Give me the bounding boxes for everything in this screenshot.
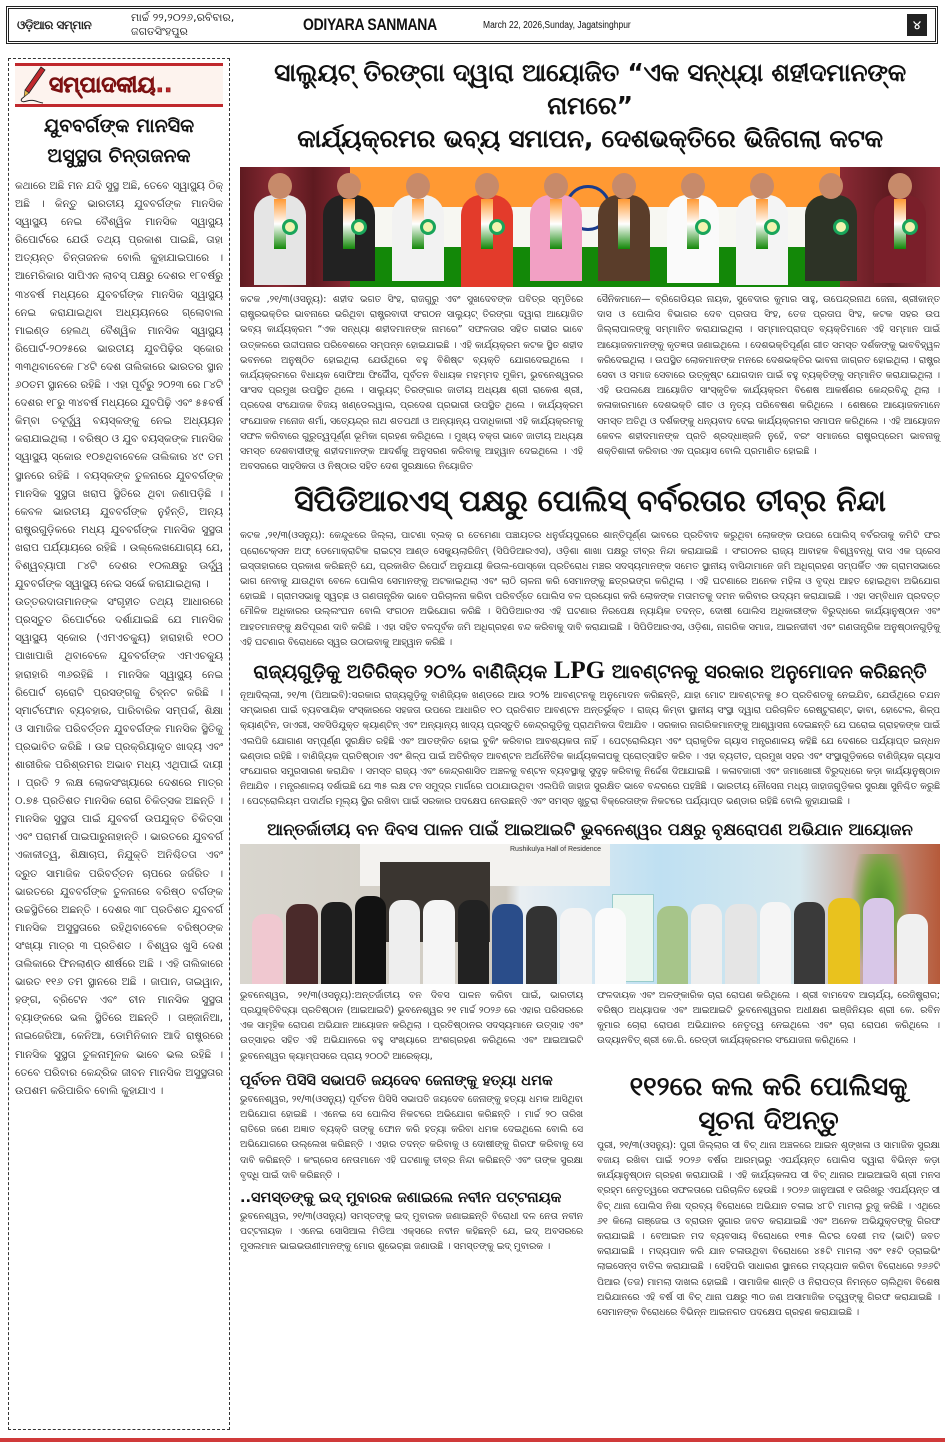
odia-date: ମାର୍ଚ୍ଚ ୨୨,୨୦୨୬,ରବିବାର, ଜଗତସିଂହପୁର [131, 11, 235, 38]
article-call-112 [597, 1070, 940, 1320]
cpdrs-headline: ସିପିଡିଆରଏସ୍ ପକ୍ଷରୁ ପୋଲିସ୍ ବର୍ବରତାର ତୀବ୍ର ନିନ୍ଦା [294, 484, 886, 520]
salute-tiranga-photo [240, 167, 940, 287]
lpg-body: ନୂଆଦିଲ୍ଲୀ, ୨୧/୩ (ପିଆଇବି):ସରକାର ରାଜ୍ୟଗୁଡ଼ିକୁ ବାଣିଜ୍ୟିକ ଖଣ୍ଡରେ ଆଉ ୨୦% ଆବଣ୍ଟନକୁ ଅନୁମୋଦନ କରିଛନ୍ତି, ଯାହା ମୋଟ ଆବଣ୍ଟନକୁ ୫୦ ପ୍ରତିଶତକୁ ନେଇଯିବ, ଯେଉଁଥିରେ ଚଯନ ସମ୍ଭାରଣ ପାଇଁ ବ୍ୟବସାୟିକ ସଂସ୍କାରରେ ସହଜତା ଉପରେ ଆଧାରିତ ୧୦ ପ୍ରତିଶତ ଆବଣ୍ଟନ ଅନ୍ତର୍ଭୁକ୍ତ । ରାଜ୍ୟ କିମ୍ବା ସ୍ଥାନୀୟ ସଂସ୍ଥା ଦ୍ୱାରା ପରିଚାଳିତ ରେଷ୍ଟୁରାଣ୍ଟ, ଢାବା, ହୋଟେଲ, ଶିଳ୍ପ କ୍ୟାଣ୍ଟିନ, ଡାଏରୀ, ସବସିଡିଯୁକ୍ତ କ୍ୟାଣ୍ଟିନ୍ ଏବଂ ଅନ୍ୟାନ୍ୟ ଖାଦ୍ୟ ପ୍ରସ୍ତୁତି କେନ୍ଦ୍ରଗୁଡ଼ିକୁ ପ୍ରାଥମିକତା ଦିଆଯିବ । ସରକାର ନାଗରିକମାନଙ୍କୁ ଆଶ୍ୱାସନା ଦେଇଛନ୍ତି ଯେ ଘରୋଇ ଗ୍ରାହକଙ୍କ ପାଇଁ ଏଲପିଜି ଯୋଗାଣ ସମ୍ପୂର୍ଣ୍ଣ ସୁରକ୍ଷିତ ରହିଛି ଏବଂ ଆତଙ୍କିତ ହୋଇ ବୁକିଂ କରିବାର ଆବଶ୍ୟକତା ନାହିଁ । ପେଟ୍ରୋଲିୟମ ଏବଂ ପ୍ରାକୃତିକ ଗ୍ୟାସ ମନ୍ତ୍ରଣାଳୟ କହିଛି ଯେ ଦେଶରେ ପର୍ଯ୍ୟାପ୍ତ ଇନ୍ଧନ ଭଣ୍ଡାର ରହିଛି । ବାଣିଜ୍ୟିକ ପ୍ରତିଷ୍ଠାନ ଏବଂ ଶିଳ୍ପ ପାଇଁ ଅତିରିକ୍ତ ଆବଣ୍ଟନ ଅର୍ଥନୈତିକ କାର୍ଯ୍ୟକଳାପକୁ ପ୍ରୋତ୍ସାହିତ କରିବ । ଏହା ବ୍ୟତୀତ, ପ୍ରମୁଖ ସହର ଏବଂ ସଂସ୍ଥାଗୁଡ଼ିକରେ ବାଣିଜ୍ୟିକ ଗ୍ୟାସ ସଂଯୋଗର ସମ୍ପ୍ରସାରଣ କରାଯିବ । ସମସ୍ତ ରାଜ୍ୟ ଏବଂ କେନ୍ଦ୍ରଶାସିତ ଅଞ୍ଚଳକୁ ବଣ୍ଟନ ବ୍ୟବସ୍ଥାକୁ ସୁଦୃଢ଼ କରିବାକୁ ନିର୍ଦ୍ଦେଶ ଦିଆଯାଇଛି । କଳାବଜାରୀ ଏବଂ ଜମାଖୋରୀ ବିରୁଦ୍ଧରେ କଡ଼ା କାର୍ଯ୍ୟାନୁଷ୍ଠାନ ନିଆଯିବ । ମନ୍ତ୍ରଣାଳୟ ଦର୍ଶାଇଛି ଯେ ୩୫ ଲକ୍ଷ ଟନ ସମୁଦ୍ର ମାର୍ଗରେ ପଠାଯାଉଥିବା ଏଲପିଜି ଜାହାଜ ସୁରକ୍ଷିତ ଭାବେ ବନ୍ଦରରେ ପହଞ୍ଚିଛି । ଭାରତୀୟ ନୌସେନା ମଧ୍ୟ ଜାହାଜଗୁଡ଼ିକର ସୁରକ୍ଷା ସୁନିଶ୍ଚିତ କରୁଛି । ପେଟ୍ରୋଲିୟମ ପଦାର୍ଥର ମୂଲ୍ୟ ସ୍ଥିର ରଖିବା ପାଇଁ ସରକାର ପଦକ୍ଷେପ ନେଉଛନ୍ତି ଏବଂ ସମସ୍ତ ଖୁଚୁରା ବିକ୍ରେତାଙ୍କ ନିକଟରେ ପର୍ଯ୍ୟାପ୍ତ ଭଣ୍ଡାର ରହିଛି ବୋଲି କୁହାଯାଇଛି । [240, 690, 940, 808]
lpg-headline [240, 658, 940, 685]
iit-plantation-col2: ଫଳଦାୟକ ଏବଂ ଅଳଙ୍କାରିକ ଚାରା ରୋପଣ କରିଥିଲେ । ଶ୍ରୀ ବାମଦେବ ଆଚାର୍ଯ୍ୟ, ରେଜିଷ୍ଟ୍ରାର; ବରିଷ୍ଠ ଅଧ୍ୟାପକ ଏବଂ ଆଇଆଇଟି ଭୁବନେଶ୍ୱରର ଅଧୀକ୍ଷଣ ଇଞ୍ଜିନିୟର ଶ୍ରୀ କେ. ରବିନ କୁମାର ଚୋରା ରୋପଣ ଅଭିଯାନର ନେତୃତ୍ୱ ନେଇଥିଲେ ଏବଂ ଚାରା ରୋପଣ କରିଥିଲେ । ଉଦ୍ୟାନବିତ୍ ଶ୍ରୀ କେ.ରି. ରେଡ୍ଡୀ କାର୍ଯ୍ୟକ୍ରମର ସଂଯୋଜନା କରିଥିଲେ । [597, 989, 940, 1047]
page-number: ୪ [907, 14, 927, 36]
article-iit-plantation [240, 818, 940, 1064]
bottom-left-stack [240, 1070, 583, 1320]
salute-tiranga-col1: କଟକ ,୨୧/୩(ଓସନ୍ୟୁ): ଶହୀଦ ଭଗତ ସିଂହ, ରାଜଗୁରୁ ଏବଂ ସୁଖଦେବଙ୍କ ପବିତ୍ର ସ୍ମୃତିରେ ରାଷ୍ଟ୍ରଭକ୍ତିର ଭାବନାରେ ଭରିଥିବା ରାଷ୍ଟ୍ରବାଦୀ ସଂଗଠନ ସାଲ୍ୟୁଟ୍ ତିରଙ୍ଗା ଦ୍ୱାରା ଆୟୋଜିତ ଭବ୍ୟ କାର୍ଯ୍ୟକ୍ରମ “ଏକ ସନ୍ଧ୍ୟା ଶହୀଦମାନଙ୍କ ନାମରେ” ସଫଳତାର ସହିତ ଗଭୀର ଭାବେ ଉତ୍କଳରେ ଉଦ୍ଦୀପନାର ପରିବେଶରେ ସମ୍ପନ୍ନ ହୋଇଯାଇଛି । ଏହି କାର୍ଯ୍ୟକ୍ରମ କଟକ ସ୍ଥିତ ଶହୀଦ ଭବନରେ ଅନୁଷ୍ଠିତ ହୋଇଥିଲା ଯେଉଁଥିରେ ବହୁ ବିଶିଷ୍ଟ ବ୍ୟକ୍ତି ଯୋଗଦେଇଥିଲେ । କାର୍ଯ୍ୟକ୍ରମରେ ବିଧାୟକ ସୋଫିଆ ଫିର୍ଦ୍ଦୌସ, ପୂର୍ବତନ ବିଧାୟକ ମହମ୍ମଦ ମୁକିମ, ଭୁବନେଶ୍ୱରର ସାଂସଦ ପ୍ରମୁଖ ଉପସ୍ଥିତ ଥିଲେ । ସାଲ୍ୟୁଟ୍ ତିରଙ୍ଗାର ଜାତୀୟ ଅଧ୍ୟକ୍ଷ ଶ୍ରୀ ରାକେଶ ଶ୍ରୀ, ପ୍ରଦେଶ ସଂଯୋଜକ ବିଜୟ ଖଣ୍ଡେଲୱାଲ, ପ୍ରଦେଶ ପ୍ରଭାରୀ ଉପସ୍ଥିତ ଥିଲେ । କାର୍ଯ୍ୟକ୍ରମ ସଂଯୋଜକ ମନୋଜ ଶର୍ମା, ସତ୍ୟେନ୍ଦ୍ର ନାଥ ଶତପଥୀ ଓ ଅନ୍ୟାନ୍ୟ ପଦାଧିକାରୀ ଏହି କାର୍ଯ୍ୟକ୍ରମକୁ ସଫଳ କରିବାରେ ଗୁରୁତ୍ୱପୂର୍ଣ୍ଣ ଭୂମିକା ଗ୍ରହଣ କରିଥିଲେ । ମୁଖ୍ୟ ବକ୍ତା ଭାବେ ଜାତୀୟ ଅଧ୍ୟକ୍ଷ ସମସ୍ତ ଦେଶବାସୀଙ୍କୁ ଶହୀଦମାନଙ୍କ ଆଦର୍ଶକୁ ଅନୁସରଣ କରିବାକୁ ଆହ୍ୱାନ ଦେଇଥିଲେ । ଏହି ଅବସରରେ ସାହସିକତା ଓ ନିଷ୍ଠାର ସହିତ ଦେଶ ସୁରକ୍ଷାରେ ନିୟୋଜିତ [240, 294, 583, 473]
lpg-headline-lpg: LPG [553, 657, 606, 685]
jaydev-jena-body: ଭୁବନେଶ୍ୱର, ୨୧/୩(ଓସନ୍ୟୁ) ପୂର୍ବତନ ପିସିସି ସଭାପତି ଜୟଦେବ ଜେନାଙ୍କୁ ହତ୍ୟା ଧମକ ଆସିଥିବା ଅଭିଯୋଗ ହୋଇଛି । ଏନେଇ ସେ ପୋଲିସ ନିକଟରେ ଅଭିଯୋଗ କରିଛନ୍ତି । ମାର୍ଚ୍ଚ ୨୦ ତାରିଖ ରାତିରେ ଜଣେ ଅଜ୍ଞାତ ବ୍ୟକ୍ତି ତାଙ୍କୁ ଫୋନ କରି ହତ୍ୟା କରିବା ଧମକ ଦେଇଥିଲେ ବୋଲି ସେ ଅଭିଯୋଗରେ ଉଲ୍ଲେଖ କରିଛନ୍ତି । ଏହାର ତଦନ୍ତ କରିବାକୁ ଓ ଦୋଷୀଙ୍କୁ ଗିରଫ କରିବାକୁ ସେ ଦାବି କରିଛନ୍ତି । କଂଗ୍ରେସ ନେତାମାନେ ଏହି ଘଟଣାକୁ ତୀବ୍ର ନିନ୍ଦା କରିଛନ୍ତି ଏବଂ ତାଙ୍କ ସୁରକ୍ଷା ବୃଦ୍ଧି ପାଇଁ ଦାବି କରିଛନ୍ତି । [240, 1093, 583, 1181]
article-jaydev-jena [240, 1070, 583, 1183]
naveen-eid-body: ଭୁବନେଶ୍ୱର, ୨୧/୩(ଓସନ୍ୟୁ) ସମସ୍ତଙ୍କୁ ଇଦ୍ ମୁବାରକ ଜଣାଇଛନ୍ତି ବିରୋଧୀ ଦଳ ନେତା ନବୀନ ପଟ୍ଟନାୟକ । ଏନେଇ ସୋସିଆଲ ମିଡିଆ ଏକ୍ସରେ ନବୀନ କହିଛନ୍ତି ଯେ, ଇଦ୍ ଅବସରରେ ମୁସଲମାନ ଭାଇଭଉଣୀମାନଙ୍କୁ ମୋର ଶୁଭେଚ୍ଛା ଜଣାଉଛି । ସମସ୍ତଙ୍କୁ ଇଦ୍ ମୁବାରକ । [240, 1210, 583, 1253]
newspaper-logo: ଓଡ଼ିଆର ସମ୍ମାନ [17, 17, 92, 32]
building-sign: Rushikulya Hall of Residence [510, 845, 602, 853]
jaydev-jena-headline: ପୂର୍ବତନ ପିସିସି ସଭାପତି ଜୟଦେବ ଜେନାଙ୍କୁ ହତ୍ୟା ଧମକ [240, 1072, 553, 1089]
iit-plantation-headline: ଆନ୍ତର୍ଜାତୀୟ ବନ ଦିବସ ପାଳନ ପାଇଁ ଆଇଆଇଟି ଭୁବନେଶ୍ୱର ପକ୍ଷରୁ ବୃକ୍ଷରୋପଣ ଅଭିଯାନ ଆୟୋଜନ [267, 819, 913, 839]
iit-plantation-photo [240, 844, 940, 984]
article-lpg [240, 658, 940, 810]
iit-plantation-body [240, 988, 940, 1064]
salute-tiranga-col2: ସୈନିକମାନେ— ବ୍ରିଗେଡିୟର ନାୟକ, ସୁବେଦାର କୁମାର ସାହୁ, ଉପେନ୍ଦ୍ରନାଥ ଜେନା, ଶ୍ରୀକାନ୍ତ ଦାସ ଓ ପୋଲିସ ବିଭାଗର ଦେବ ପ୍ରତାପ ସିଂହ, ତେଜ ପ୍ରତାପ ସିଂହ, କଟକ ସହର ଉପ ଜିଲ୍ଲାପାଳଙ୍କୁ ସମ୍ମାନିତ କରାଯାଇଥିଲା । ସମ୍ମାନପ୍ରାପ୍ତ ବ୍ୟକ୍ତିମାନେ ଏହି ସମ୍ମାନ ପାଇଁ ଆୟୋଜକମାନଙ୍କୁ କୃତଜ୍ଞତା ଜଣାଇଥିଲେ । ଦେଶଭକ୍ତିପୂର୍ଣ୍ଣ ଗୀତ ସମସ୍ତ ଦର୍ଶକଙ୍କୁ ଭାବବିହ୍ୱଳ କରିଦେଇଥିଲା । ଉପସ୍ଥିତ ଲୋକମାନଙ୍କ ମନରେ ଦେଶଭକ୍ତିର ଭାବନା ଜାଗ୍ରତ ହୋଇଥିଲା । ରାଷ୍ଟ୍ର ସେବା ଓ ସମାଜ ସେବାରେ ଉତ୍କୃଷ୍ଟ ଯୋଗଦାନ ପାଇଁ ବହୁ ବ୍ୟକ୍ତିଙ୍କୁ ସମ୍ମାନିତ କରାଯାଇଥିଲା । ଏହି ଉପଲକ୍ଷେ ଆୟୋଜିତ ସାଂସ୍କୃତିକ କାର୍ଯ୍ୟକ୍ରମ ବିଶେଷ ଆକର୍ଷଣର କେନ୍ଦ୍ରବିନ୍ଦୁ ଥିଲା । କଳାକାରମାନେ ଦେଶଭକ୍ତି ଗୀତ ଓ ନୃତ୍ୟ ପରିବେଷଣ କରିଥିଲେ । ଶେଷରେ ଆୟୋଜକମାନେ ସମସ୍ତ ଅତିଥି ଓ ଦର୍ଶକଙ୍କୁ ଧନ୍ୟବାଦ ଦେଇ କାର୍ଯ୍ୟକ୍ରମର ସମାପନ କରିଥିଲେ । ଏହି ଆୟୋଜନ କେବଳ ଶହୀଦମାନଙ୍କ ପ୍ରତି ଶ୍ରଦ୍ଧାଞ୍ଜଳି ନୁହେଁ, ବରଂ ସମାଜରେ ରାଷ୍ଟ୍ରପ୍ରେମ ଭାବନାକୁ ଶକ୍ତିଶାଳୀ କରିବାର ଏକ ପ୍ରୟାସ ବୋଲି ପ୍ରମାଣିତ ହୋଇଛି । [597, 294, 940, 458]
iit-plantation-col1: ଭୁବନେଶ୍ୱର, ୨୧/୩(ଓସନ୍ୟୁ):ଅନ୍ତର୍ଜାତୀୟ ବନ ଦିବସ ପାଳନ କରିବା ପାଇଁ, ଭାରତୀୟ ପ୍ରଯୁକ୍ତିବିଦ୍ୟା ପ୍ରତିଷ୍ଠାନ (ଆଇଆଇଟି) ଭୁବନେଶ୍ୱର ୨୧ ମାର୍ଚ୍ଚ ୨୦୨୬ ରେ ଏହାର ପରିସରରେ ଏକ ସାମୂହିକ ରୋପଣ ଅଭିଯାନ ଆୟୋଜନ କରିଥିଲା । ପ୍ରତିଷ୍ଠାନର ସଦସ୍ୟମାନେ ଉତ୍ସାହ ଏବଂ ଉତ୍ସାହର ସହିତ ଏହି ଅଭିଯାନରେ ବହୁ ସଂଖ୍ୟାରେ ଅଂଶଗ୍ରହଣ କରିଥିଲେ ଏବଂ ଆଇଆଇଟି ଭୁବନେଶ୍ୱର କ୍ୟାମ୍ପସରେ ପ୍ରାୟ ୨୦୦ଟି ଆରେକ୍ୟା, [240, 989, 583, 1062]
editorial-body: କଥାରେ ଅଛି ମନ ଯଦି ସୁସ୍ଥ ଅଛି, ତେବେ ସ୍ୱାସ୍ଥ୍ୟ ଠିକ୍ ଅଛି । କିନ୍ତୁ ଭାରତୀୟ ଯୁବବର୍ଗଙ୍କ ମାନସିକ ସ୍ୱାସ୍ଥ୍ୟ ନେଇ ବୈଶ୍ୱିକ ମାନସିକ ସ୍ୱାସ୍ଥ୍ୟ ରିପୋର୍ଟରେ ଯେଉଁ ତଥ୍ୟ ପ୍ରକାଶ ପାଇଛି, ତାହା ଅତ୍ୟନ୍ତ ଚିନ୍ତାଜନକ ବୋଲି କୁହାଯାଇପାରେ । ଆମେରିକାର ସାପିଏନ ଲାବସ୍ ପକ୍ଷରୁ ଦେଶର ୧୮ବର୍ଷରୁ ୩୪ବର୍ଷ ମଧ୍ୟରେ ଯୁବବର୍ଗଙ୍କ ମାନସିକ ସ୍ୱାସ୍ଥ୍ୟ ନେଇ କରାଯାଇଥିବା ଅଧ୍ୟୟନରେ ଗ୍ଲୋବାଲ ମାଇଣ୍ଡ ହେଲଥ୍ ବୈଶ୍ୱିକ ମାନସିକ ସ୍ୱାସ୍ଥ୍ୟ ରିପୋର୍ଟ-୨୦୨୫ରେ ଭାରତୀୟ ଯୁବପିଢ଼ିର ସ୍କୋର ୩୩ଥିବାବେଳେ ୮୪ଟି ଦେଶ ତାଲିକାରେ ଭାରତର ସ୍ଥାନ ୬୦ତମ ସ୍ଥାନରେ ରହିଛି । ଏହା ପୂର୍ବରୁ ୨୦୨୩ ରେ ୮୪ଟି ଦେଶର ୧୮ରୁ ୩୪ବର୍ଷ ମଧ୍ୟରେ ଯୁବପିଢ଼ି ଏବଂ ୫୫ବର୍ଷ କିମ୍ବା ତଦୂର୍ଦ୍ଧ୍ୱ ବୟସ୍କଙ୍କୁ ନେଇ ଅଧ୍ୟୟନ କରାଯାଇଥିଲା । ବରିଷ୍ଠ ଓ ଯୁବ ବୟସ୍କଙ୍କ ମାନସିକ ସ୍ୱାସ୍ଥ୍ୟ ସ୍କୋର ୧୦୭ଥିବାବେଳେ ତାଲିକାର ୪୯ ତମ ସ୍ଥାନରେ ରହିଛି । ବୟସ୍କଙ୍କ ତୁଳନାରେ ଯୁବବର୍ଗଙ୍କ ମାନସିକ ସୁସ୍ଥତା ଖରାପ ସ୍ଥିତିରେ ଥିବା ଜଣାପଡ଼ିଛି । କେବଳ ଭାରତୀୟ ଯୁବବର୍ଗଙ୍କ ନୁହଁନ୍ତି, ଅନ୍ୟ ରାଷ୍ଟ୍ରଗୁଡ଼ିକରେ ମଧ୍ୟ ଯୁବବର୍ଗଙ୍କ ମାନସିକ ସୁସ୍ଥତା ଖରାପ ପର୍ଯ୍ୟାୟରେ ରହିଛି । ଉଲ୍ଲେଖଯୋଗ୍ୟ ଯେ, ବିଶ୍ୱବ୍ୟାପୀ ୮୪ଟି ଦେଶର ୧୦ଲକ୍ଷରୁ ଊର୍ଦ୍ଧ୍ୱ ଯୁବବର୍ଗଙ୍କ ସ୍ୱାସ୍ଥ୍ୟ ନେଇ ସର୍ଭେ କରାଯାଇଥିଲା । [15, 180, 223, 591]
article-salute-tiranga [240, 56, 940, 474]
editorial-column [8, 58, 230, 1430]
call-112-body: ପୁରୀ, ୨୧/୩(ଓସନ୍ୟୁ): ପୁରୀ ଜିଲ୍ଲାର ସୀ ବିଚ୍ ଥାନା ଅଞ୍ଚଳରେ ଆଇନ ଶୃଙ୍ଖଳା ଓ ସାମାଜିକ ସୁରକ୍ଷା ବଜାୟ ରଖିବା ପାଇଁ ୨୦୨୬ ବର୍ଷର ଆରମ୍ଭରୁ ଏପର୍ଯ୍ୟନ୍ତ ପୋଲିସ ଦ୍ୱାରା ବିଭିନ୍ନ କଡ଼ା କାର୍ଯ୍ୟାନୁଷ୍ଠାନ ଗ୍ରହଣ କରାଯାଉଛି । ଏହି କାର୍ଯ୍ୟକଳାପ ସୀ ବିଚ୍ ଥାନାର ଆଇଆଇସି ଶ୍ରୀ ମନସ ବ୍ରହ୍ମ ନେତୃତ୍ୱରେ ସଫଳତାରେ ପରିଚାଳିତ ହେଉଛି । ୨୦୨୬ ଜାନୁଆରୀ ୧ ତାରିଖରୁ ଏପର୍ଯ୍ୟନ୍ତ ସୀ ବିଚ୍ ଥାନା ପୋଲିସ ନିଶା ଦ୍ରବ୍ୟ ବିରୋଧରେ ଅଭିଯାନ ଚଳାଇ ୪୮ଟି ମାମଲା ରୁଜୁ କରିଛି । ଏଥିରେ ୬୧ କିଲୋ ଗଞ୍ଜେଇ ଓ ବ୍ରାଉନ ସୁଗାର ଜବତ କରାଯାଇଛି ଏବଂ ଅନେକ ଅଭିଯୁକ୍ତଙ୍କୁ ଗିରଫ କରାଯାଇଛି । ବେଆଇନ ମଦ ବ୍ୟବସାୟ ବିରୋଧରେ ୧୩୫ ଲିଟର ଦେଶୀ ମଦ (ଭାଟି) ଜବତ କରାଯାଇଛି । ମଦ୍ୟପାନ କରି ଯାନ ଚଳାଉଥିବା ବିରୋଧରେ ୪୫ଟି ମାମଲା ଏବଂ ୧୫ଟି ଡ୍ରାଇଭିଂ ଲାଇସେନ୍ସ ବାତିଲ କରାଯାଇଛି । ସେହିପରି ସାଧାରଣ ସ୍ଥାନରେ ମଦ୍ୟପାନ କରିବା ବିରୋଧରେ ୨୬୬ଟି ପିଆର (ତଜ) ମାମଲା ଦାଖଲ ହୋଇଛି । ସାମାଜିକ ଶାନ୍ତି ଓ ନିରାପତ୍ତା ନିମନ୍ତେ ଚାଲିଥିବା ବିଶେଷ ଅଭିଯାନରେ ଏହି ବର୍ଷ ସୀ ବିଚ୍ ଥାନା ପକ୍ଷରୁ ୩୦ ଜଣ ଅସାମାଜିକ ତତ୍ତ୍ୱଙ୍କୁ ଗିରଫ କରାଯାଇଛି । ସେମାନଙ୍କ ବିରୋଧରେ ବିଭିନ୍ନ ଆଇନଗତ ପଦକ୍ଷେପ ଗ୍ରହଣ କରାଯାଇଛି । [597, 1139, 940, 1318]
bottom-rule [0, 1438, 945, 1442]
editorial-body-continued: ଉତ୍ତରଦାତାମାନଙ୍କ ସଂଗୃହୀତ ତଥ୍ୟ ଆଧାରରେ ପ୍ରସ୍ତୁତ ରିପୋର୍ଟରେ ଦର୍ଶାଯାଇଛି ଯେ ମାନସିକ ସ୍ୱାସ୍ଥ୍ୟ ସ୍କୋର (ଏମଏଚକ୍ୟୁ) ହାରାହାରି ୧୦୦ ପାଖାପାଖି ଥିବାବେଳେ ଯୁବବର୍ଗଙ୍କ ଏମଏଚକ୍ୟୁ ହାରାହାରି ୩୬ରହିଛି । ମାନସିକ ସ୍ୱାସ୍ଥ୍ୟ ନେଇ ରିପୋର୍ଟ ଚାରୋଟି ପ୍ରସଙ୍ଗକୁ ଚିହ୍ନଟ କରିଛି । ସ୍ମାର୍ଟଫୋନ ବ୍ୟବହାର, ପାରିବାରିକ ସମ୍ପର୍କ, ଶିକ୍ଷା ଓ ସାମାଜିକ ପରିବର୍ତ୍ତନ ଯୁବବର୍ଗଙ୍କ ମାନସିକ ସ୍ଥିତିକୁ ପ୍ରଭାବିତ କରିଛି । ଉଚ୍ଚ ପ୍ରକ୍ରିୟାକୃତ ଖାଦ୍ୟ ଏବଂ ଶାରୀରିକ ପରିଶ୍ରମର ଅଭାବ ମଧ୍ୟ ଏଥିପାଇଁ ଦାୟୀ । ପ୍ରତି ୨ ଲକ୍ଷ ଲୋକସଂଖ୍ୟାରେ ଦେଶରେ ମାତ୍ର ୦.୭୫ ପ୍ରତିଶତ ମାନସିକ ରୋଗ ଚିକିତ୍ସକ ଅଛନ୍ତି । ମାନସିକ ସୁସ୍ଥତା ପାଇଁ ଯୁବବର୍ଗ ଉପଯୁକ୍ତ ଚିକିତ୍ସା ଏବଂ ପରାମର୍ଶ ପାଇପାରୁନାହାନ୍ତି । ଭାରତରେ ଯୁବବର୍ଗ ଏକାକୀତ୍ୱ, ଶିକ୍ଷାଚାପ, ନିଯୁକ୍ତି ଅନିଶ୍ଚିତତା ଏବଂ ଦ୍ରୁତ ସାମାଜିକ ପରିବର୍ତ୍ତନ ଚାପରେ ଜର୍ଜରିତ । ଭାରତରେ ଯୁବବର୍ଗଙ୍କ ତୁଳନାରେ ବରିଷ୍ଠ ବର୍ଗଙ୍କ ଉଚ୍ଚସ୍ଥିତିରେ ଅଛନ୍ତି । ଦେଶର ୩୮ ପ୍ରତିଶତ ଯୁବବର୍ଗ ମାନସିକ ଅସୁସ୍ଥତାରେ ରହିଥିବାବେଳେ ବରିଷ୍ଠଙ୍କ ସଂଖ୍ୟା ମାତ୍ର ୩ ପ୍ରତିଶତ । ବିଶ୍ୱର ଖୁସି ଦେଶ ତାଲିକାରେ ଫିନଲାଣ୍ଡ ଶୀର୍ଷରେ ଅଛି । ଏହି ତାଲିକାରେ ଭାରତ ୧୧୬ ତମ ସ୍ଥାନରେ ଅଛି । ଜାପାନ, ତାଇୱାନ, ହଙ୍ଗ, ବ୍ରିଟେନ ଏବଂ ଚୀନ ମାନସିକ ସୁସ୍ଥତା ବ୍ୟାଙ୍କରେ ଭଲ ସ୍ଥିତିରେ ଅଛନ୍ତି । ତାଞ୍ଜାନିଆ, ନାଇଜେରିଆ, କେନିଆ, ଡୋମିନିକାନ ଆଦି ରାଷ୍ଟ୍ରରେ ମାନସିକ ସୁସ୍ଥତା ତୁଳନାମୂଳକ ଭାବେ ଭଲ ରହିଛି । ତେବେ ପରିବାର କେନ୍ଦ୍ରିକ ଜୀବନ ମାନସିକ ଅସୁସ୍ଥତାର ଉପଶମ କରିପାରିବ ବୋଲି କୁହାଯାଏ । [15, 596, 223, 1097]
article-naveen-eid [240, 1187, 583, 1255]
bottom-row [240, 1070, 940, 1320]
editorial-headline: ଯୁବବର୍ଗଙ୍କ ମାନସିକ ଅସୁସ୍ଥତା ଚିନ୍ତାଜନକ [43, 115, 195, 167]
salute-tiranga-body [240, 292, 940, 474]
salute-tiranga-headline-line1: ସାଲ୍ୟୁଟ୍ ତିରଙ୍ଗା ଦ୍ୱାରା ଆୟୋଜିତ “ଏକ ସନ୍ଧ୍ୟା ଶହୀଦମାନଙ୍କ ନାମରେ” [274, 58, 906, 120]
editorial-banner [15, 63, 223, 107]
pen-icon [15, 65, 49, 105]
cpdrs-body: କଟକ ,୨୧/୩(ଓସନ୍ୟୁ): କେନ୍ଦୁଝରେ ଜିଲ୍ଲା, ପାଟଣା ବ୍ଲକ୍ ର ତେମେଣା ପଞ୍ଚାୟତର ଧନୁର୍ଜୟପୁରରେ ଶାନ୍ତିପୂର୍ଣ୍ଣ ଭାବରେ ପ୍ରତିବାଦ କରୁଥିବା ଲୋକଙ୍କ ଉପରେ ପୋଲିସ୍ ବର୍ବରତାକୁ କମିଟି ଫର ପ୍ରୋଟେକ୍ସନ ଅଫ୍ ଡେମୋକ୍ରାଟିକ ରାଇଟ୍ସ ଆଣ୍ଡ ସେକ୍ୟୁଲାରିଜିମ୍ (ସିପିଡିଆରଏସ), ଓଡ଼ିଶା ଶାଖା ପକ୍ଷରୁ ତୀବ୍ର ନିନ୍ଦା କରାଯାଇଛି । ସଂଗଠନର ରାଜ୍ୟ ଆବାହକ ବିଶ୍ୱବନ୍ଧୁ ଦାସ ଏକ ପ୍ରେସ ଇସ୍ତାହାରରେ ପ୍ରକାଶ କରିଛନ୍ତି ଯେ, ପ୍ରକାଶିତ ରିପୋର୍ଟ ଅନୁଯାୟୀ କିଉଲ-ପୋସ୍କୋ ପ୍ରତିରୋଧ ମଞ୍ଚର ସଦସ୍ୟମାନଙ୍କ ସମେତ ସ୍ଥାନୀୟ ବାସିନ୍ଦାମାନେ ଜମି ଅଧିଗ୍ରହଣ ସମ୍ପର୍କିତ ଏକ ଗ୍ରାମସଭାରେ ଭାଗ ନେବାକୁ ଯାଉଥିବା ବେଳେ ପୋଲିସ ସେମାନଙ୍କୁ ଅଟକାଇଥିଲା ଏବଂ ଲାଠି ଚାଳନା କରି ସେମାନଙ୍କୁ ଛତ୍ରଭଙ୍ଗ କରିଥିଲା । ଏହି ଘଟଣାରେ ଅନେକ ମହିଳା ଓ ବୃଦ୍ଧ ଆହତ ହୋଇଥିବା ଅଭିଯୋଗ ହୋଇଛି । ଗ୍ରାମସଭାକୁ ସ୍ୱଚ୍ଛ ଓ ଗଣତାନ୍ତ୍ରିକ ଭାବେ ପରିଚାଳନା କରିବା ପରିବର୍ତ୍ତେ ପୋଲିସ ବଳ ପ୍ରୟୋଗ କରି ଲୋକଙ୍କ ମତାମତକୁ ଦମନ କରିବାର ଉଦ୍ୟମ କରାଯାଇଛି । ଏହା ସମ୍ବିଧାନ ପ୍ରଦତ୍ତ ମୌଳିକ ଅଧିକାରର ଉଲ୍ଲଂଘନ ବୋଲି ସଂଗଠନ ଅଭିଯୋଗ କରିଛି । ସିପିଡିଆରଏସ ଏହି ଘଟଣାର ନିରପେକ୍ଷ ନ୍ୟାୟିକ ତଦନ୍ତ, ଦୋଷୀ ପୋଲିସ ଅଧିକାରୀଙ୍କ ବିରୁଦ୍ଧରେ କାର୍ଯ୍ୟାନୁଷ୍ଠାନ ଏବଂ ଆହତମାନଙ୍କୁ କ୍ଷତିପୂରଣ ଦାବି କରିଛି । ଏହା ସହିତ ବଳପୂର୍ବକ ଜମି ଅଧିଗ୍ରହଣ ବନ୍ଦ କରିବାକୁ ଦାବି କରାଯାଇଛି । ସିପିଡିଆରଏସ, ଓଡ଼ିଶା, ନାଗରିକ ସମାଜ, ଆଇନଜୀବୀ ଏବଂ ଗଣତାନ୍ତ୍ରିକ ଅନୁଷ୍ଠାନଗୁଡ଼ିକୁ ଏହି ଘଟଣାର ବିରୋଧରେ ସ୍ୱର ଉଠାଇବାକୁ ଆହ୍ୱାନ କରିଛି । [240, 530, 940, 648]
english-date: March 22, 2026,Sunday, Jagatsinghpur [483, 19, 631, 31]
masthead [6, 6, 938, 44]
salute-tiranga-headline-line2: କାର୍ଯ୍ୟକ୍ରମର ଭବ୍ୟ ସମାପନ, ଦେଶଭକ୍ତିରେ ଭିଜିଗଲା କଟକ [297, 124, 883, 153]
naveen-eid-headline: ..ସମସ୍ତଙ୍କୁ ଇଦ୍ ମୁବାରକ ଜଣାଇଲେ ନବୀନ ପଟ୍ଟନାୟକ [240, 1189, 562, 1206]
editorial-label: ସମ୍ପାଦକୀୟ.. [49, 72, 173, 98]
lpg-headline-post: ଆବଣ୍ଟନକୁ ସରକାର ଅନୁମୋଦନ କରିଛନ୍ତି [605, 661, 927, 684]
lpg-headline-pre: ରାଜ୍ୟଗୁଡ଼ିକୁ ଅତିରିକ୍ତ ୨୦% ବାଣିଜ୍ୟିକ [253, 661, 554, 684]
main-content [240, 56, 940, 1320]
dignitaries-group [240, 195, 940, 287]
newspaper-title: ODIYARA SANMANA [303, 15, 437, 34]
call-112-headline: ୧୧୨ରେ କଲ କରି ପୋଲିସକୁ ସୂଚନା ଦିଅନ୍ତୁ [629, 1071, 908, 1136]
article-cpdrs [240, 482, 940, 650]
students-group [240, 892, 940, 984]
